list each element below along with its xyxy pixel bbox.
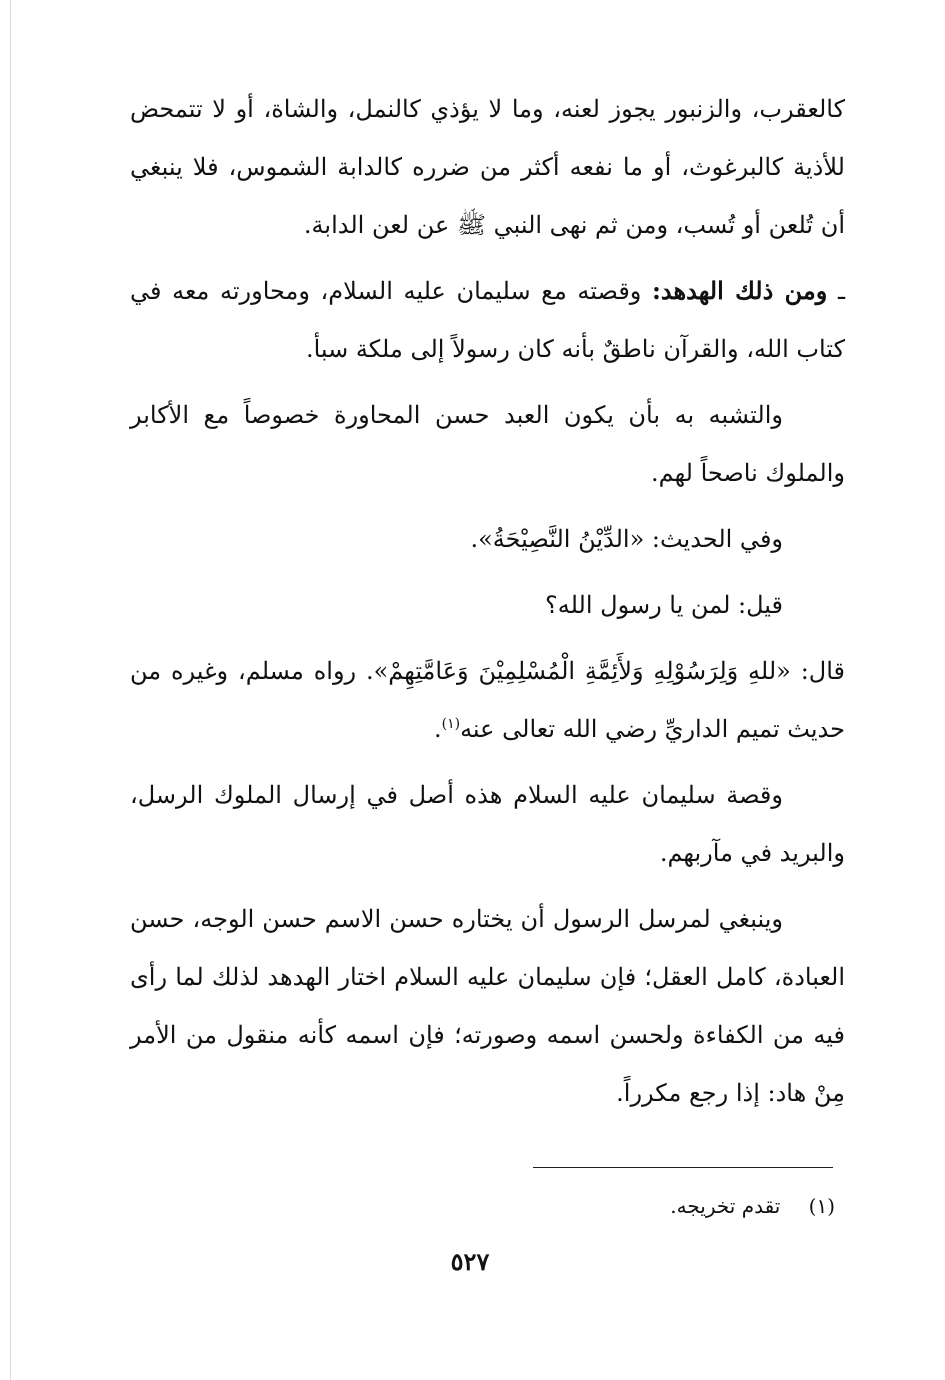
bold-lead-phrase: ومن ذلك الهدهد: bbox=[652, 276, 828, 305]
paragraph-2 bbox=[130, 262, 845, 378]
paragraph-1 bbox=[130, 80, 845, 254]
paragraph-end: . bbox=[433, 715, 442, 743]
paragraph-text: قيل: لمن يا رسول الله؟ bbox=[544, 591, 783, 619]
paragraph-text: وقصته مع سليمان عليه السلام، ومحاورته معه في كتاب الله، والقرآن ناطقٌ بأنه كان رسولاً إلى ملكة سبأ. bbox=[130, 277, 845, 363]
paragraph-text: كالعقرب، والزنبور يجوز لعنه، وما لا يؤذي كالنمل، والشاة، أو لا تتمحض للأذية كالبرغوث، أو ما نفعه أكثر من ضرره كالدابة الشموس، فلا ينبغي أن تُلعن أو تُسب، ومن ثم نهى النبي ﷺ عن لعن الدابة. bbox=[130, 95, 846, 239]
paragraph-4 bbox=[130, 510, 845, 568]
footnote-text: تقدم تخريجه. bbox=[670, 1194, 781, 1218]
dash-marker: ـ bbox=[837, 277, 845, 305]
page-number: ٥٢٧ bbox=[450, 1247, 490, 1276]
paragraph-8 bbox=[130, 890, 845, 1122]
footnote bbox=[500, 1190, 835, 1222]
main-text bbox=[130, 80, 845, 1130]
footnote-reference: (١) bbox=[441, 716, 461, 732]
paragraph-5 bbox=[130, 576, 845, 634]
paragraph-text: وينبغي لمرسل الرسول أن يختاره حسن الاسم حسن الوجه، حسن العبادة، كامل العقل؛ فإن سليمان عليه السلام اختار الهدهد لذلك لما رأى فيه من الكفاءة ولحسن اسمه وصورته؛ فإن اسمه كأنه منقول من الأمر مِنْ هاد: إذا رجع مكرراً. bbox=[130, 905, 845, 1107]
paragraph-text: والتشبه به بأن يكون العبد حسن المحاورة خصوصاً مع الأكابر والملوك ناصحاً لهم. bbox=[130, 401, 845, 487]
footnote-divider bbox=[533, 1167, 833, 1168]
paragraph-6 bbox=[130, 642, 845, 758]
paragraph-text: وفي الحديث: «الدِّيْنُ النَّصِيْحَةُ». bbox=[470, 525, 783, 553]
paragraph-text: وقصة سليمان عليه السلام هذه أصل في إرسال الملوك الرسل، والبريد في مآربهم. bbox=[130, 781, 845, 867]
paragraph-text: قال: «للهِ وَلِرَسُوْلِهِ وَلأَئِمَّةِ الْمُسْلِمِيْنَ وَعَامَّتِهِمْ». رواه مسلم، وغيره من حديث تميم الداريِّ رضي الله تعالى عنه bbox=[130, 657, 846, 743]
page-edge-line bbox=[10, 0, 11, 1380]
footnote-number: (١) bbox=[808, 1194, 835, 1218]
paragraph-3 bbox=[130, 386, 845, 502]
paragraph-7 bbox=[130, 766, 845, 882]
